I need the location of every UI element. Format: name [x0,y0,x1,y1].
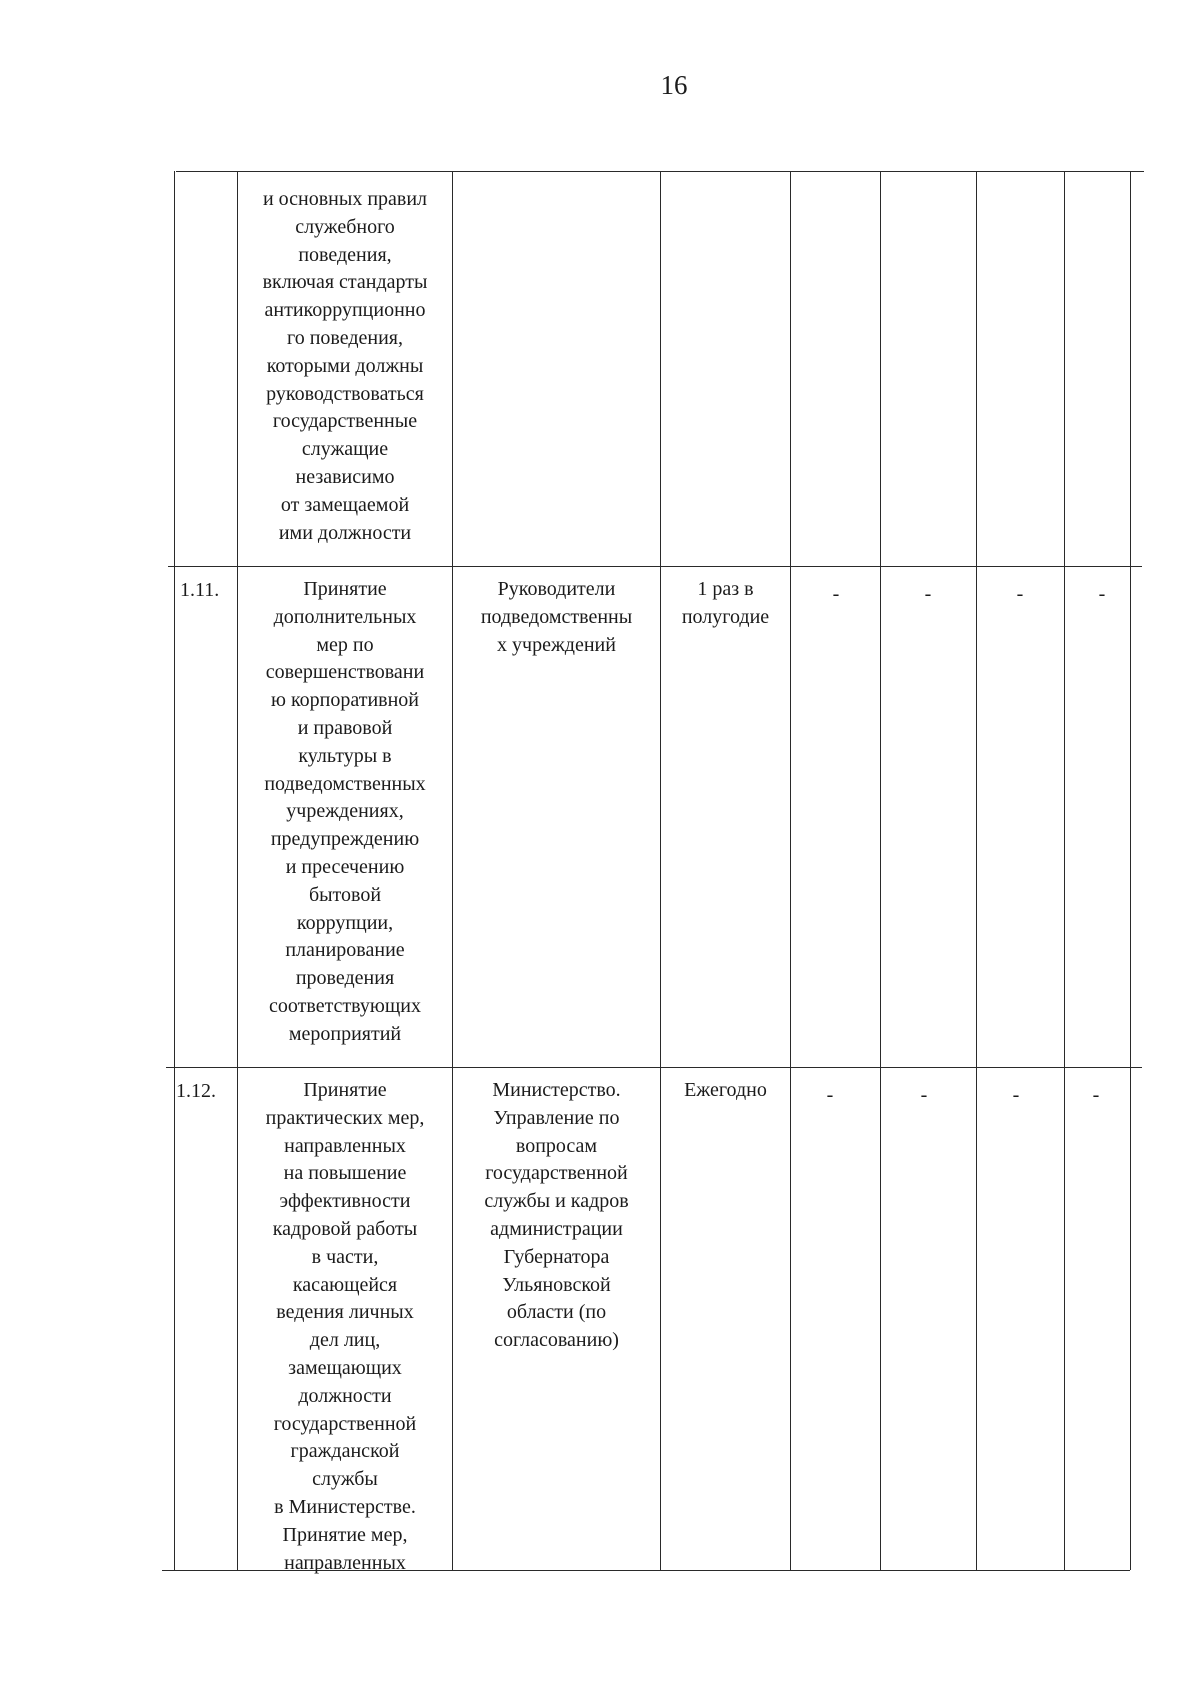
column-border [1064,171,1065,1570]
column-border [976,171,977,1570]
activity-cell: Принятие дополнительных мер по совершенствовани ю корпоративной и правовой культуры в подведомственных учреждениях, предупреждению и пресечению бытовой коррупции, планирование проведения соответствующих мероприятий [264,578,426,1045]
period-cell: 1 раз в полугодие [681,578,770,628]
column-border [237,171,238,1570]
value-cell: - [924,583,932,605]
value-cell: - [920,1084,928,1106]
column-border [880,171,881,1570]
row-number: 1.12. [176,1080,216,1102]
column-border [452,171,453,1570]
responsible-cell: Министерство. Управление по вопросам государственной службы и кадров администрации Губернатора Ульяновской области (по согласованию) [484,1079,629,1352]
responsible-cell: Руководители подведомственны х учреждений [480,578,633,656]
activity-cell: Принятие практических мер, направленных на повышение эффективности кадровой работы в части, касающейся ведения личных дел лиц, замещающих должности государственной гражданской службы в Министерстве. Принятие мер, направленных [265,1079,425,1574]
value-cell: - [1098,583,1106,605]
column-border [174,171,175,1570]
value-cell: - [1092,1084,1100,1106]
column-border [660,171,661,1570]
column-border [790,171,791,1570]
page-number: 16 [660,70,688,100]
activity-cell: и основных правил служебного поведения, включая стандарты антикоррупционно го поведения, которыми должны руководствоваться государственные служащие независимо от замещаемой ими должности [262,188,428,544]
value-cell: - [826,1084,834,1106]
value-cell: - [1016,583,1024,605]
value-cell: - [1012,1084,1020,1106]
row-number: 1.11. [180,579,220,601]
row-divider [166,1067,1142,1068]
table-right-border [1130,171,1131,1570]
period-cell: Ежегодно [684,1079,767,1101]
value-cell: - [832,583,840,605]
row-divider [168,566,1142,567]
